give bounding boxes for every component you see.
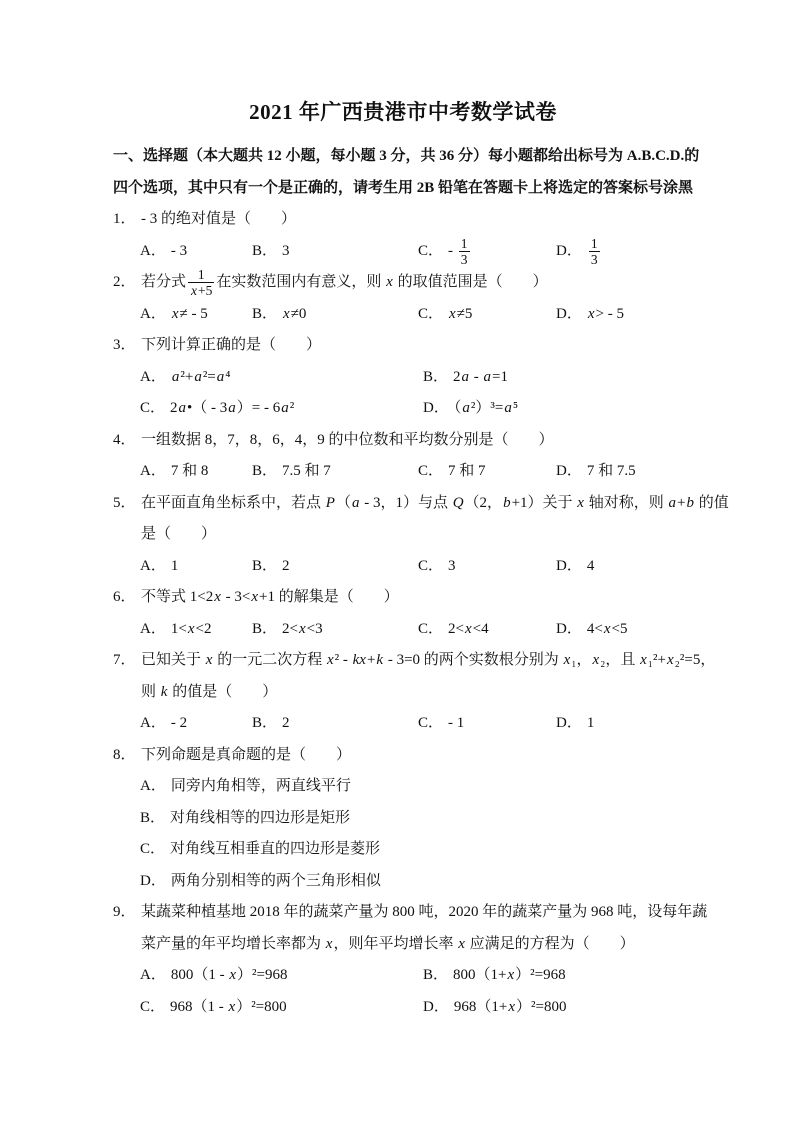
option-label: D． — [556, 463, 582, 479]
question-stem-text: 若分式 $\frac{1}{x+5}$ 在实数范围内有意义，则 x 的取值范围是（ ） — [141, 267, 548, 299]
option-text: - 3 — [170, 242, 188, 259]
option-text: 4<x<5 — [586, 620, 628, 637]
option-d — [556, 708, 693, 740]
option-d — [556, 456, 693, 488]
question-9-stem — [113, 897, 708, 929]
question-number: 4． — [113, 431, 136, 448]
fraction: $\frac{1}{x+5}$ — [186, 267, 216, 298]
option-label: C． — [418, 715, 444, 731]
option-text: a²+a²=a⁴ — [171, 368, 231, 385]
option-d — [556, 236, 693, 268]
option-text: 对角线互相垂直的四边形是菱形 — [170, 841, 381, 857]
option-a — [140, 614, 252, 646]
option-label: C． — [418, 305, 444, 322]
question-7-options — [140, 708, 693, 740]
option-text: 2 — [282, 715, 290, 731]
option-c — [140, 834, 693, 866]
option-label: A． — [140, 368, 166, 385]
option-text: 968（1 - x）²=800 — [170, 998, 287, 1015]
question-number: 7． — [113, 652, 136, 668]
option-a — [140, 960, 423, 992]
question-1 — [113, 204, 693, 267]
option-text: 800（1 - x）²=968 — [170, 967, 288, 983]
option-b — [252, 456, 418, 488]
option-c — [418, 456, 556, 488]
section-header-line-1: 一、选择题（本大题共 12 小题，每小题 3 分，共 36 分）每小题都给出标号为 A.B.C.D.的 — [113, 148, 700, 164]
option-text: 1<x<2 — [170, 620, 212, 637]
option-label: C． — [418, 620, 444, 637]
option-d — [423, 393, 693, 425]
question-stem-text: 某蔬菜种植基地 2018 年的蔬菜产量为 800 吨，2020 年的蔬菜产量为 968 吨，设每年蔬 — [141, 904, 708, 920]
question-7 — [113, 645, 716, 740]
option-c — [140, 393, 423, 425]
option-label: D． — [556, 557, 582, 574]
question-3-stem — [113, 330, 693, 362]
option-c — [418, 708, 556, 740]
option-label: D． — [556, 715, 582, 731]
option-a — [140, 236, 252, 268]
option-label: B． — [140, 809, 166, 826]
option-label: B． — [252, 557, 278, 574]
option-a — [140, 708, 252, 740]
option-label: A． — [140, 715, 166, 731]
section-header — [113, 141, 700, 204]
option-b — [423, 362, 693, 394]
option-text: 2a•（ - 3a）= - 6a² — [170, 400, 295, 416]
question-number: 9． — [113, 904, 136, 920]
option-text: 1 — [586, 715, 595, 731]
option-text: （a²）³=a⁵ — [453, 400, 519, 416]
option-label: B． — [252, 620, 278, 637]
option-text: x> - 5 — [587, 305, 624, 322]
option-a — [140, 551, 252, 583]
option-text: 800（1+x）²=968 — [453, 967, 566, 983]
question-stem-text: 已知关于 x 的一元二次方程 x² - kx+k - 3=0 的两个实数根分别为 x₁，x₂，且 x₁²+x₂²=5， — [141, 652, 716, 668]
question-stem-text: 下列计算正确的是（ ） — [141, 337, 322, 353]
question-6 — [113, 582, 693, 645]
option-text: 对角线相等的四边形是矩形 — [170, 809, 351, 826]
question-number: 8． — [113, 746, 136, 763]
option-text: - 1 — [448, 715, 465, 731]
option-label: C． — [418, 557, 444, 574]
option-label: A． — [140, 463, 166, 479]
option-label: A． — [140, 778, 166, 794]
question-3-options — [140, 362, 693, 425]
option-label: A． — [140, 967, 166, 983]
question-2-options — [140, 299, 693, 331]
option-text: 2a - a=1 — [453, 368, 508, 385]
option-c — [418, 236, 556, 268]
option-b — [252, 236, 418, 268]
option-label: A． — [140, 242, 166, 259]
option-c — [418, 299, 556, 331]
option-text: 3 — [282, 242, 290, 259]
option-b — [252, 299, 418, 331]
question-1-options — [140, 236, 693, 268]
option-text — [587, 235, 602, 267]
option-text: x≠0 — [283, 305, 307, 322]
option-text: x≠5 — [449, 305, 473, 322]
option-label: D． — [556, 620, 582, 637]
option-a — [140, 299, 252, 331]
option-b — [252, 551, 418, 583]
section-header-line-2: 四个选项，其中只有一个是正确的，请考生用 2B 铅笔在答题卡上将选定的答案标号涂黑 — [113, 179, 694, 196]
option-label: B． — [252, 305, 278, 322]
question-9-stem-line-2: 菜产量的年平均增长率都为 x，则年平均增长率 x 应满足的方程为（ ） — [141, 935, 635, 952]
option-text: 968（1+x）²=800 — [453, 998, 567, 1015]
question-6-stem — [113, 582, 693, 614]
option-label: C． — [418, 463, 444, 479]
option-c — [418, 551, 556, 583]
question-number: 1． — [113, 211, 136, 227]
question-number: 2． — [113, 274, 136, 290]
option-b — [252, 614, 418, 646]
question-3 — [113, 330, 693, 425]
fraction: $\frac{1}{3}$ — [460, 235, 468, 267]
question-stem-text: 不等式 1<2x - 3<x+1 的解集是（ ） — [141, 589, 399, 605]
question-4 — [113, 425, 693, 488]
option-label: C． — [140, 998, 166, 1015]
option-b — [423, 960, 693, 992]
question-8-stem — [113, 740, 693, 772]
question-4-stem — [113, 425, 693, 457]
option-text: 7.5 和 7 — [282, 463, 331, 479]
question-stem-text: 一组数据 8，7，8，6，4，9 的中位数和平均数分别是（ ） — [141, 431, 554, 448]
option-label: A． — [140, 620, 166, 637]
question-1-stem — [113, 204, 693, 236]
option-a — [140, 362, 423, 394]
option-label: C． — [418, 242, 444, 259]
option-label: C． — [140, 841, 166, 857]
option-label: C． — [140, 400, 166, 416]
option-d — [423, 992, 693, 1024]
option-text: 4 — [586, 557, 595, 574]
page-title: 2021 年广西贵港市中考数学试卷 — [249, 100, 557, 124]
fraction: $\frac{1}{3}$ — [590, 235, 598, 267]
option-text: x≠ - 5 — [171, 305, 208, 322]
option-text: 同旁内角相等，两直线平行 — [170, 778, 351, 794]
option-text: 1 — [170, 557, 179, 574]
option-text: 2<x<4 — [448, 620, 489, 637]
question-number: 5． — [113, 494, 136, 511]
question-stem-text: 在平面直角坐标系中，若点 P（a - 3，1）与点 Q（2，b+1）关于 x 轴对称，则 a+b 的值 — [141, 494, 729, 511]
option-text: - $\frac{1}{3}$ — [448, 243, 472, 259]
option-label: B． — [252, 463, 278, 479]
option-d — [556, 551, 693, 583]
option-b — [140, 803, 693, 835]
option-label: A． — [140, 557, 166, 574]
option-b — [252, 708, 418, 740]
option-label: D． — [556, 242, 582, 259]
question-9 — [113, 897, 708, 1023]
option-text: 7 和 7 — [448, 463, 486, 479]
option-label: B． — [423, 967, 449, 983]
option-label: B． — [252, 715, 278, 731]
option-d — [556, 299, 693, 331]
question-2 — [113, 267, 693, 330]
option-label: D． — [556, 305, 582, 322]
question-6-options — [140, 614, 693, 646]
option-a — [140, 456, 252, 488]
question-4-options — [140, 456, 693, 488]
question-9-options — [140, 960, 693, 1023]
question-5 — [113, 488, 729, 583]
question-number: 6． — [113, 589, 136, 605]
question-5-options — [140, 551, 693, 583]
option-text: - 2 — [170, 715, 188, 731]
option-label: B． — [423, 368, 449, 385]
option-label: B． — [252, 242, 278, 259]
option-d — [556, 614, 693, 646]
option-label: A． — [140, 305, 166, 322]
option-d — [140, 866, 693, 898]
option-c — [418, 614, 556, 646]
question-5-stem — [113, 488, 729, 520]
question-7-stem — [113, 645, 716, 677]
option-label: D． — [140, 872, 166, 889]
question-stem-text: 下列命题是真命题的是（ ） — [141, 746, 352, 763]
question-number: 3． — [113, 337, 136, 353]
option-text: 3 — [448, 557, 456, 574]
option-a — [140, 771, 693, 803]
question-stem-text: - 3 的绝对值是（ ） — [141, 211, 296, 227]
question-2-stem — [113, 267, 693, 299]
option-c — [140, 992, 423, 1024]
question-5-stem-line-2: 是（ ） — [141, 526, 217, 542]
option-text: 2 — [282, 557, 290, 574]
option-text: 2<x<3 — [282, 620, 323, 637]
option-text: 7 和 7.5 — [586, 463, 636, 479]
question-7-stem-line-2: 则 k 的值是（ ） — [141, 683, 278, 700]
question-8-options — [140, 771, 693, 897]
option-label: D． — [423, 998, 449, 1015]
option-text: 7 和 8 — [170, 463, 209, 479]
option-label: D． — [423, 400, 449, 416]
question-8 — [113, 740, 693, 898]
option-text: 两角分别相等的两个三角形相似 — [170, 872, 381, 889]
